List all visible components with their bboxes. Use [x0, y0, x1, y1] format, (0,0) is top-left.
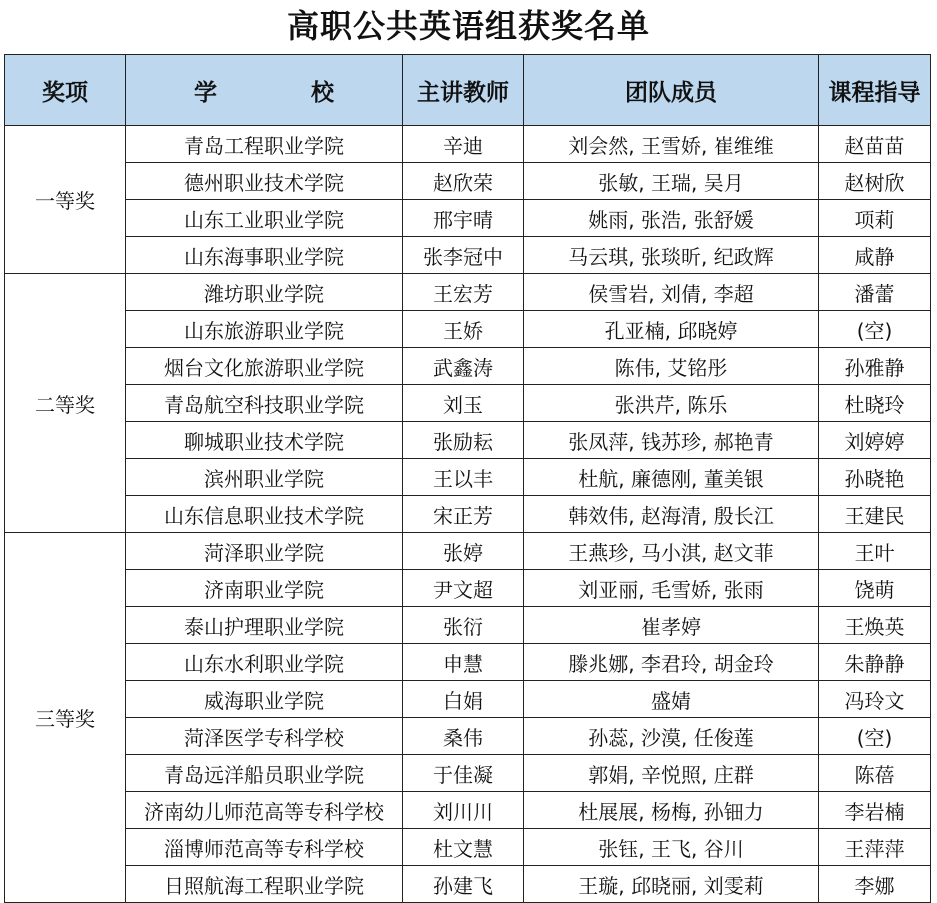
award-table — [4, 54, 931, 903]
school-cell: 威海职业学院 — [126, 681, 403, 718]
table-row — [5, 459, 931, 496]
teacher-cell: 赵欣荣 — [403, 163, 524, 200]
team-cell: 王璇, 邱晓丽, 刘雯莉 — [524, 866, 819, 903]
school-cell: 青岛工程职业学院 — [126, 126, 403, 163]
guide-cell: (空) — [819, 311, 931, 348]
table-row — [5, 644, 931, 681]
team-cell: 孙蕊, 沙漠, 任俊莲 — [524, 718, 819, 755]
guide-cell: 杜晓玲 — [819, 385, 931, 422]
team-cell: 马云琪, 张琰昕, 纪政辉 — [524, 237, 819, 274]
table-row — [5, 311, 931, 348]
guide-cell: 潘蕾 — [819, 274, 931, 311]
teacher-cell: 宋正芳 — [403, 496, 524, 533]
teacher-cell: 王娇 — [403, 311, 524, 348]
school-cell: 山东旅游职业学院 — [126, 311, 403, 348]
school-cell: 山东工业职业学院 — [126, 200, 403, 237]
guide-cell: 赵树欣 — [819, 163, 931, 200]
team-cell: 韩效伟, 赵海清, 殷长江 — [524, 496, 819, 533]
guide-cell: 陈蓓 — [819, 755, 931, 792]
teacher-cell: 桑伟 — [403, 718, 524, 755]
team-cell: 侯雪岩, 刘倩, 李超 — [524, 274, 819, 311]
award-cell: 三等奖 — [5, 533, 126, 903]
guide-cell: 李娜 — [819, 866, 931, 903]
school-cell: 菏泽医学专科学校 — [126, 718, 403, 755]
header-award: 奖项 — [5, 55, 126, 126]
table-row — [5, 237, 931, 274]
guide-cell: 刘婷婷 — [819, 422, 931, 459]
teacher-cell: 于佳凝 — [403, 755, 524, 792]
table-row — [5, 533, 931, 570]
guide-cell: 冯玲文 — [819, 681, 931, 718]
guide-cell: (空) — [819, 718, 931, 755]
team-cell: 张钰, 王飞, 谷川 — [524, 829, 819, 866]
team-cell: 杜航, 廉德刚, 董美银 — [524, 459, 819, 496]
guide-cell: 赵苗苗 — [819, 126, 931, 163]
team-cell: 盛婧 — [524, 681, 819, 718]
guide-cell: 王叶 — [819, 533, 931, 570]
teacher-cell: 尹文超 — [403, 570, 524, 607]
guide-cell: 饶萌 — [819, 570, 931, 607]
table-row — [5, 755, 931, 792]
teacher-cell: 张婷 — [403, 533, 524, 570]
page-title: 高职公共英语组获奖名单 — [286, 7, 650, 45]
table-body — [5, 126, 931, 903]
teacher-cell: 杜文慧 — [403, 829, 524, 866]
team-cell: 张凤萍, 钱苏珍, 郝艳青 — [524, 422, 819, 459]
team-cell: 崔孝婷 — [524, 607, 819, 644]
team-cell: 王燕珍, 马小淇, 赵文菲 — [524, 533, 819, 570]
teacher-cell: 邢宇晴 — [403, 200, 524, 237]
team-cell: 张敏, 王瑞, 吴月 — [524, 163, 819, 200]
table-row — [5, 681, 931, 718]
header-teacher: 主讲教师 — [403, 55, 524, 126]
table-row — [5, 866, 931, 903]
school-cell: 淄博师范高等专科学校 — [126, 829, 403, 866]
school-cell: 山东水利职业学院 — [126, 644, 403, 681]
guide-cell: 王萍萍 — [819, 829, 931, 866]
team-cell: 姚雨, 张浩, 张舒媛 — [524, 200, 819, 237]
table-row — [5, 422, 931, 459]
school-cell: 聊城职业技术学院 — [126, 422, 403, 459]
teacher-cell: 孙建飞 — [403, 866, 524, 903]
guide-cell: 王焕英 — [819, 607, 931, 644]
school-cell: 烟台文化旅游职业学院 — [126, 348, 403, 385]
table-row — [5, 385, 931, 422]
school-cell: 青岛航空科技职业学院 — [126, 385, 403, 422]
header-guide: 课程指导 — [819, 55, 931, 126]
school-cell: 德州职业技术学院 — [126, 163, 403, 200]
guide-cell: 孙晓艳 — [819, 459, 931, 496]
table-row — [5, 274, 931, 311]
teacher-cell: 张励耘 — [403, 422, 524, 459]
team-cell: 孔亚楠, 邱晓婷 — [524, 311, 819, 348]
school-cell: 潍坊职业学院 — [126, 274, 403, 311]
table-row — [5, 496, 931, 533]
guide-cell: 咸静 — [819, 237, 931, 274]
guide-cell: 李岩楠 — [819, 792, 931, 829]
teacher-cell: 申慧 — [403, 644, 524, 681]
award-cell: 二等奖 — [5, 274, 126, 533]
teacher-cell: 武鑫涛 — [403, 348, 524, 385]
team-cell: 张洪芹, 陈乐 — [524, 385, 819, 422]
school-cell: 菏泽职业学院 — [126, 533, 403, 570]
school-cell: 山东信息职业技术学院 — [126, 496, 403, 533]
table-row — [5, 126, 931, 163]
teacher-cell: 王宏芳 — [403, 274, 524, 311]
school-cell: 泰山护理职业学院 — [126, 607, 403, 644]
teacher-cell: 辛迪 — [403, 126, 524, 163]
table-row — [5, 570, 931, 607]
team-cell: 滕兆娜, 李君玲, 胡金玲 — [524, 644, 819, 681]
table-row — [5, 607, 931, 644]
table-row — [5, 163, 931, 200]
teacher-cell: 刘川川 — [403, 792, 524, 829]
school-cell: 滨州职业学院 — [126, 459, 403, 496]
header-team: 团队成员 — [524, 55, 819, 126]
teacher-cell: 王以丰 — [403, 459, 524, 496]
guide-cell: 朱静静 — [819, 644, 931, 681]
guide-cell: 王建民 — [819, 496, 931, 533]
table-row — [5, 200, 931, 237]
header-row — [5, 55, 931, 126]
award-cell: 一等奖 — [5, 126, 126, 274]
teacher-cell: 刘玉 — [403, 385, 524, 422]
school-cell: 日照航海工程职业学院 — [126, 866, 403, 903]
school-cell: 青岛远洋船员职业学院 — [126, 755, 403, 792]
team-cell: 杜展展, 杨梅, 孙钿力 — [524, 792, 819, 829]
table-row — [5, 348, 931, 385]
table-row — [5, 829, 931, 866]
team-cell: 郭娟, 辛悦照, 庄群 — [524, 755, 819, 792]
guide-cell: 孙雅静 — [819, 348, 931, 385]
header-school: 学 校 — [126, 55, 403, 126]
team-cell: 刘亚丽, 毛雪娇, 张雨 — [524, 570, 819, 607]
school-cell: 山东海事职业学院 — [126, 237, 403, 274]
guide-cell: 项莉 — [819, 200, 931, 237]
team-cell: 陈伟, 艾铭彤 — [524, 348, 819, 385]
teacher-cell: 白娟 — [403, 681, 524, 718]
teacher-cell: 张李冠中 — [403, 237, 524, 274]
school-cell: 济南职业学院 — [126, 570, 403, 607]
team-cell: 刘会然, 王雪娇, 崔维维 — [524, 126, 819, 163]
teacher-cell: 张衍 — [403, 607, 524, 644]
school-cell: 济南幼儿师范高等专科学校 — [126, 792, 403, 829]
table-row — [5, 718, 931, 755]
table-row — [5, 792, 931, 829]
